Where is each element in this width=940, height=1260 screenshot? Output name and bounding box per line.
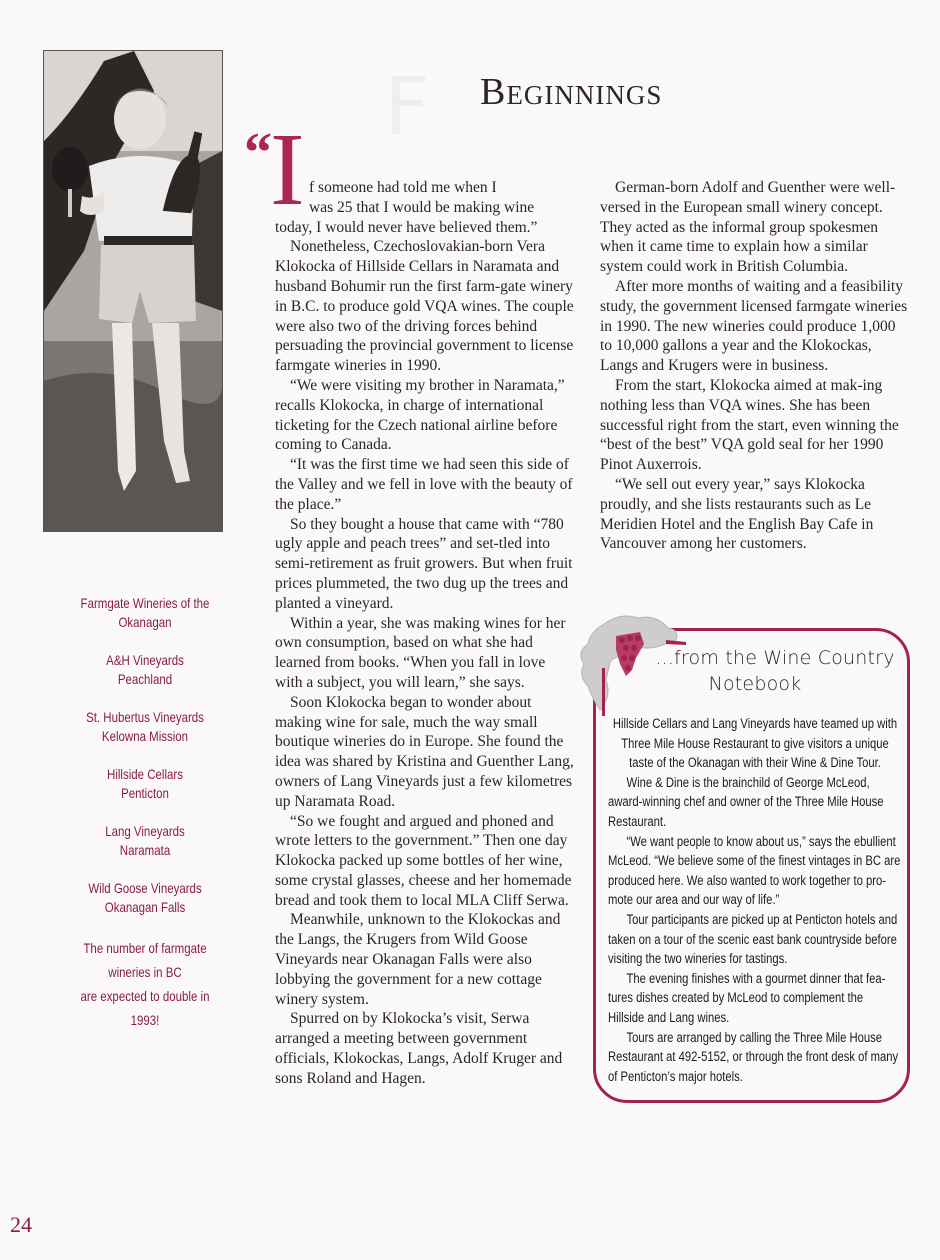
- page-number: 24: [10, 1212, 32, 1237]
- article-paragraph: “We sell out every year,” says Klokocka proudly, and she lists restaurants such as Le Meridien Hotel and the English Bay Cafe in Vancouver among her customers.: [600, 475, 874, 553]
- article-paragraph: Within a year, she was making wines for her own consumption, based on what she had learned from books. “When you fall in love with a subject, you will learn,” she says.: [275, 614, 566, 691]
- sidebar-note: [75, 936, 214, 1032]
- notebook-title: [600, 645, 910, 697]
- winery-entry: [75, 765, 214, 803]
- winery-entry: [75, 879, 214, 917]
- sidebar-note-line: 1993!: [130, 1012, 160, 1028]
- article-paragraph: “So we fought and argued and phoned and wrote letters to the government.” Then one day Klokocka packed up some bottles of her wine, some crystal glasses, cheese and her homemade bread and took them to local MLA Cliff Serwa.: [275, 812, 572, 909]
- article-paragraph: German-born Adolf and Guenther were well-versed in the European small winery concept. They acted as the informal group spokesmen when it came time to explain how a similar system could work in British Columbia.: [600, 179, 896, 276]
- sidebar-heading-line: Okanagan: [118, 614, 172, 630]
- article-column-2: [600, 178, 910, 554]
- winery-name: A&H Vineyards: [106, 652, 184, 668]
- notebook-paragraph: Tour participants are picked up at Penticton hotels and taken on a tour of the scenic east bank countryside before visiting the two wineries for tastings.: [608, 911, 898, 967]
- page-title: Beginnings: [480, 71, 663, 113]
- winery-entry: [75, 651, 214, 689]
- photo-illustration: [44, 51, 222, 531]
- open-quote-mark: “: [244, 122, 272, 184]
- notebook-paragraph: Hillside Cellars and Lang Vineyards have teamed up with Three Mile House Restaurant to give visitors a unique taste of the Okanagan with their Wine & Dine Tour.: [612, 716, 898, 771]
- sidebar-note-line: wineries in BC: [108, 964, 182, 980]
- sidebar-heading-line: Farmgate Wineries of the: [80, 595, 210, 611]
- winery-entry: [75, 822, 214, 860]
- notebook-paragraph: The evening finishes with a gourmet dinner that fea-tures dishes created by McLeod to complement the Hillside and Lang wines.: [608, 970, 886, 1025]
- winery-entry: [75, 708, 214, 746]
- article-paragraph: “We were visiting my brother in Naramata,” recalls Klokocka, in charge of international ticketing for the Czech national airline before coming to Canada.: [275, 376, 565, 454]
- winery-name: Hillside Cellars: [107, 766, 183, 782]
- article-paragraph: From the start, Klokocka aimed at mak-ing nothing less than VQA wines. She has been successful right from the start, even winning the “best of the best” VQA gold seal for her 1990 Pinot Auxerrois.: [600, 376, 899, 474]
- winery-location: Penticton: [121, 785, 169, 801]
- article-paragraph: So they bought a house that came with “780 ugly apple and peach trees” and set-tled into semi-retirement as fruit growers. But when fruit prices plummeted, the two dug up the trees and planted a vineyard.: [275, 515, 573, 612]
- article-column-1: [275, 178, 575, 1089]
- winery-name: Lang Vineyards: [105, 823, 185, 839]
- winery-name: Wild Goose Vineyards: [88, 880, 202, 896]
- show-through-decoration: ꟻ: [380, 64, 431, 152]
- article-paragraph: Nonetheless, Czechoslovakian-born Vera Klokocka of Hillside Cellars in Naramata and husband Bohumir run the first farm-gate winery in B.C. to produce gold VQA wines. The couple were also two of the driving forces behind persuading the provincial government to license farmgate wineries in 1990.: [275, 238, 574, 375]
- notebook-paragraph: “We want people to know about us,” says the ebullient McLeod. “We believe some of the finest vintages in BC are produced here. We also wanted to work together to pro-mote our area and our way of life.”: [608, 833, 901, 908]
- winery-location: Kelowna Mission: [101, 728, 189, 744]
- article-paragraph: Soon Klokocka began to wonder about making wine for sale, much the way small boutique wineries do in Europe. She found the idea was shared by Kristina and Guenther Lang, owners of Lang Vineyards just a few kilometres up Naramata Road.: [275, 693, 574, 810]
- article-paragraph: After more months of waiting and a feasibility study, the government licensed farmgate wineries in 1990. The new wineries could produce 1,000 to 10,000 gallons a year and the Klokockas, Langs and Krugers were in business.: [600, 277, 908, 375]
- sidebar-heading: [75, 594, 214, 632]
- article-paragraph: Meanwhile, unknown to the Klokockas and the Langs, the Krugers from Wild Goose Vineyards near Okanagan Falls were also lobbying the government for a new cottage winery system.: [275, 911, 561, 1008]
- article-paragraph: “It was the first time we had seen this side of the Valley and we fell in love with the beauty of the place.”: [275, 456, 573, 513]
- notebook-paragraph: Wine & Dine is the brainchild of George McLeod, award-winning chef and owner of the Three Mile House Restaurant.: [608, 774, 884, 829]
- woman-holding-wine-photo: [43, 50, 223, 532]
- lead-line: today, I would never have believed them.”: [275, 218, 538, 236]
- notebook-body: [608, 714, 901, 1086]
- lead-line: f someone had told me when I: [309, 179, 497, 196]
- notebook-title-line: Notebook: [708, 673, 802, 695]
- winery-location: Peachland: [117, 671, 173, 687]
- sidebar-note-line: The number of farmgate: [83, 940, 207, 956]
- notebook-paragraph: Tours are arranged by calling the Three Mile House Restaurant at 492-5152, or through the front desk of many of Penticton’s major hotels.: [608, 1029, 899, 1084]
- sidebar-note-line: are expected to double in: [80, 988, 210, 1004]
- article-paragraph: [275, 178, 575, 237]
- article-paragraph: Spurred on by Klokocka’s visit, Serwa arranged a meeting between government officials, Klokockas, Langs, Adolf Kruger and sons Roland and Hagen.: [275, 1010, 563, 1087]
- winery-name: St. Hubertus Vineyards: [86, 709, 204, 725]
- notebook-title-line: ...from the Wine Country: [655, 647, 895, 669]
- drop-cap: I: [270, 112, 305, 227]
- winery-location: Naramata: [119, 842, 171, 858]
- winery-location: Okanagan Falls: [104, 899, 186, 915]
- lead-line: was 25 that I would be making wine: [309, 198, 535, 216]
- farmgate-wineries-list: [75, 594, 214, 1051]
